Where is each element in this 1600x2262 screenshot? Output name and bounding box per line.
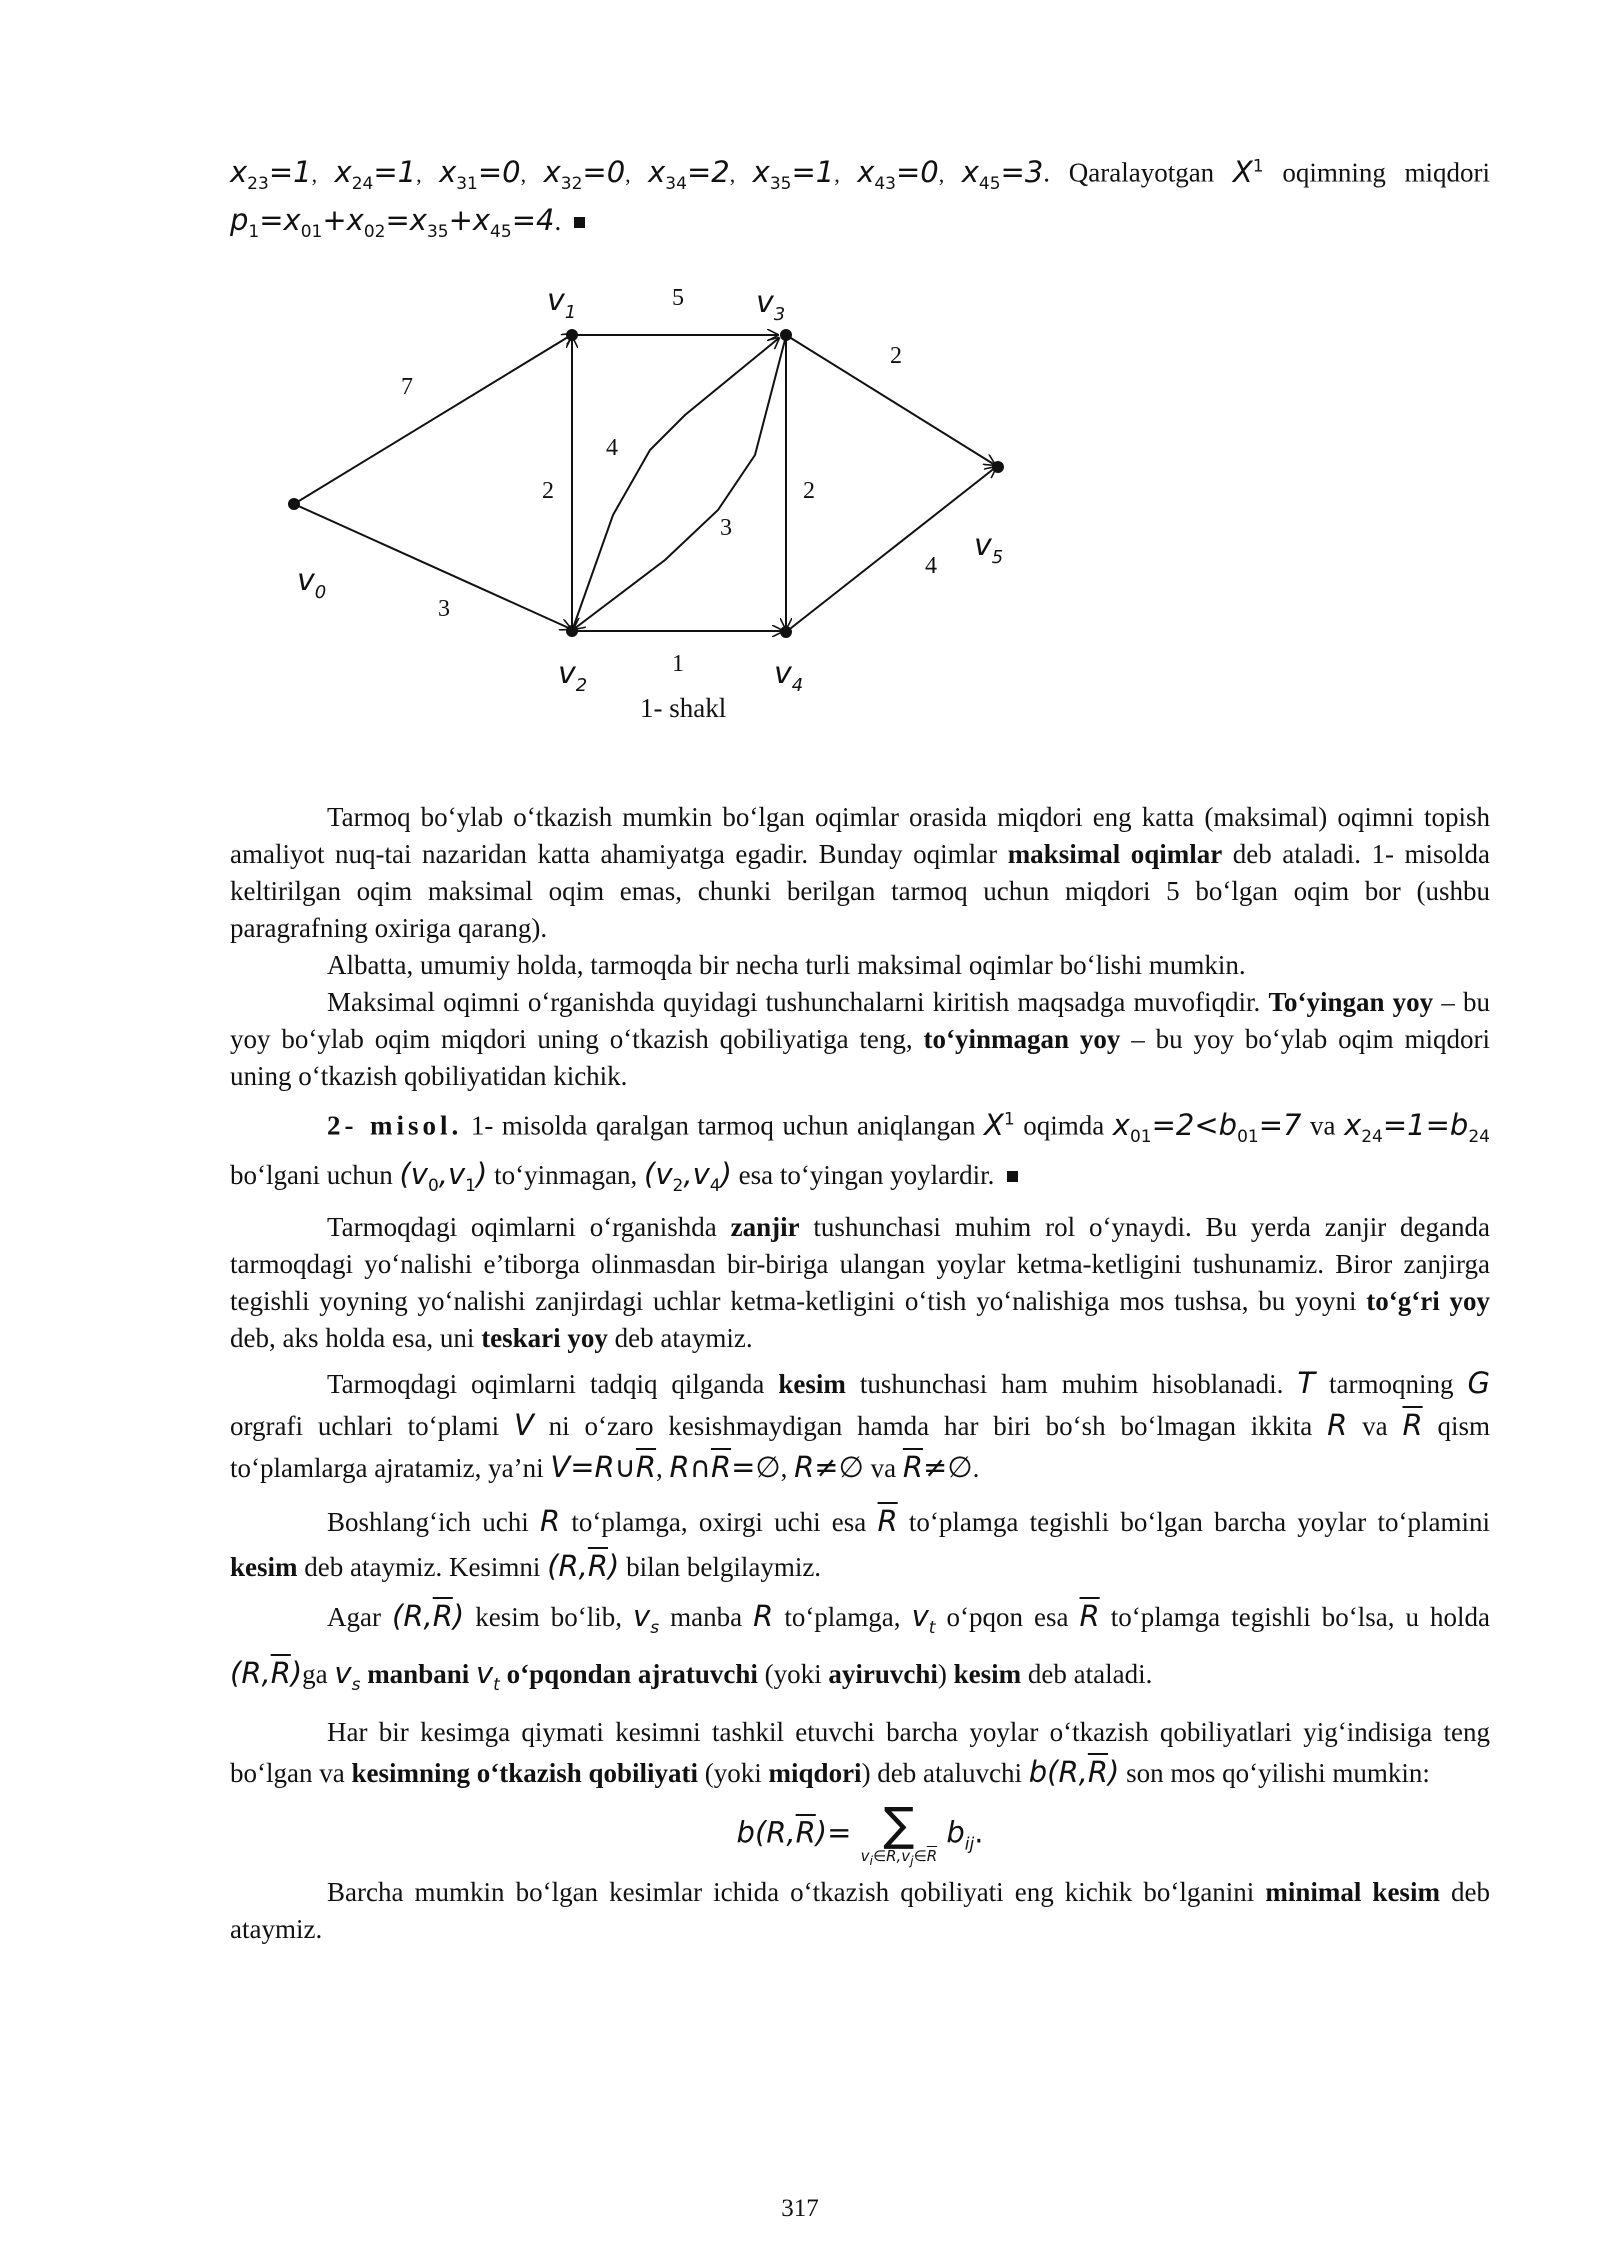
- term-teskari-yoy: teskari yoy: [481, 1322, 608, 1353]
- capacity-v1-v3: 5: [672, 285, 684, 311]
- figure-caption: 1- shakl: [640, 693, 727, 723]
- term-ayiruvchi: ayiruvchi: [828, 1659, 938, 1690]
- label-v0: $v_0$: [297, 563, 327, 603]
- capacity-v2-v3: 4: [606, 435, 618, 461]
- flow-amount: $p_1=x_{01}+x_{02}=x_{35}+x_{45}=4$: [230, 203, 555, 243]
- flow-values: $x_{23}=1$, $x_{24}=1$, $x_{31}=0$, $x_{32}=0$, $x_{34}=2$, $x_{35}=1$, $x_{43}=0$, $x_{45}=3$: [230, 154, 1044, 194]
- capacity-v3-v2: 3: [720, 515, 732, 541]
- text-oqimning-miqdori: oqimning miqdori: [1282, 157, 1491, 188]
- label-v1: $v_1$: [547, 283, 577, 323]
- node-v5: [992, 461, 1004, 473]
- term-kesim-3: kesim: [953, 1659, 1022, 1690]
- term-opqondan-ajratuvchi: o‘pqondan ajratuvchi: [506, 1659, 758, 1690]
- end-of-example-icon: [1007, 1171, 1018, 1182]
- label-v4: $v_4$: [774, 656, 804, 696]
- term-zanjir: zanjir: [730, 1211, 800, 1242]
- node-v4: [780, 626, 792, 638]
- paragraph-kesim-definition: Tarmoqdagi oqimlarni tadqiq qilganda kesim tushunchasi ham muhim hisoblanadi. T tarmoqning G orgrafi uchlari to‘plami V ni o‘zaro kesishmaydigan hamda har biri bo‘sh bo‘lmagan ikkita R va $\overline{R}$ qism to‘plamlarga ajratamiz, ya’ni $V=R\cup\overline{R}$, $R\cap\overline{R}=\emptyset$, R≠∅ va $\overline{R}\ne\emptyset$.: [230, 1365, 1491, 1484]
- term-toyinmagan-yoy: to‘yinmagan yoy: [923, 1024, 1121, 1055]
- cut-capacity-formula: $b(R,\overline{R})=$ ∑ $v_i\in R,v_j\in\overline{R}$ $b_{ij}$.: [736, 1797, 984, 1869]
- paragraph-misol-2: 2- misol. 1- misolda qaralgan tarmoq uchun aniqlangan $X^1$ oqimda $x_{01}=2<b_{01}=7$ va $x_{24}=1=b_{24}$ bo‘lgani uchun $(v_0,v_1)$ to‘yinmagan, $(v_2,v_4)$ esa to‘yingan yoylardir.: [230, 1107, 1490, 1196]
- paragraph-albatta: Albatta, umumiy holda, tarmoqda bir necha turli maksimal oqimlar bo‘lishi mumkin.: [327, 950, 1246, 981]
- term-miqdori: miqdori: [768, 1758, 862, 1789]
- paragraph-minimal-kesim: Barcha mumkin bo‘lgan kesimlar ichida o‘tkazish qobiliyati eng kichik bo‘lganini minimal kesim deb ataymiz.: [230, 1877, 1490, 1945]
- paragraph-kesim-set: Boshlang‘ich uchi R to‘plamga, oxirgi uchi esa $\overline{R}$ to‘plamga tegishli bo‘lgan barcha yoylar to‘plamini kesim deb ataymiz. Kesimni $(R,\overline{R})$ bilan belgilaymiz.: [230, 1503, 1490, 1583]
- label-v5: $v_5$: [974, 528, 1004, 568]
- label-v3: $v_3$: [756, 285, 786, 325]
- node-v1: [566, 329, 578, 341]
- capacity-v0-v2: 3: [438, 596, 450, 622]
- edge-v2-v3: [572, 338, 779, 631]
- term-manbani: manbani: [367, 1659, 470, 1690]
- capacity-v3-v4: 2: [803, 478, 815, 504]
- edge-v0-v1: [294, 334, 573, 504]
- paragraph-zanjir: Tarmoqdagi oqimlarni o‘rganishda zanjir tushunchasi muhim rol o‘ynaydi. Bu yerda zanjir deganda tarmoqdagi yo‘nalishi e’tiborga olinmasdan bir-biriga ulangan yoylar ketma-ketligini tushunamiz. Biror zanjirga tegishli yoyning yo‘nalishi zanjirdagi uchlar ketma-ketligini o‘tish yo‘nalishiga mos tushsa, bu yoyni to‘g‘ri yoy deb, aks holda esa, uni teskari yoy deb ataymiz.: [230, 1211, 1490, 1353]
- term-maksimal-oqimlar: maksimal oqimlar: [1007, 839, 1223, 870]
- capacity-v4-v5: 4: [925, 553, 937, 579]
- capacity-v0-v1: 7: [401, 374, 413, 400]
- text-qaralayotgan: . Qaralayotgan: [1043, 157, 1215, 188]
- label-v2: $v_2$: [558, 656, 588, 696]
- paragraph-ajratuvchi-kesim: Agar $(R,\overline{R})$ kesim bo‘lib, $v_s$ manba R to‘plamga, $v_t$ o‘pqon esa $\overline{R}$ to‘plamga tegishli bo‘lsa, u holda $(R,\overline{R})ga$ $v_s$ manbani $v_t$ o‘pqondan ajratuvchi (yoki ayiruvchi) kesim deb ataladi.: [230, 1598, 1491, 1696]
- capacity-v3-v5: 2: [890, 343, 902, 369]
- example-label: 2- misol.: [327, 1110, 463, 1141]
- edge-v0-v2: [294, 504, 571, 629]
- term-togri-yoy: to‘g‘ri yoy: [1366, 1285, 1490, 1316]
- flow-values-paragraph: $x_{23}=1$, $x_{24}=1$, $x_{31}=0$, $x_{32}=0$, $x_{34}=2$, $x_{35}=1$, $x_{43}=0$, $x_{45}=3$. Qaralayotgan $X^1$ oqimning miqdori $p_1=x_{01}+x_{02}=x_{35}+x_{45}=4$.: [230, 154, 1491, 243]
- edge-v3-v2: [574, 336, 786, 629]
- capacity-v2-v4: 1: [672, 651, 684, 677]
- node-v0: [288, 498, 300, 510]
- page-number: 317: [781, 2195, 819, 2222]
- node-v2: [566, 625, 578, 637]
- flow-symbol: $X^1$: [1232, 154, 1264, 189]
- term-kesim-2: kesim: [230, 1551, 298, 1582]
- node-v3: [780, 329, 792, 341]
- paragraph-toyingan: Maksimal oqimni o‘rganishda quyidagi tushunchalarni kiritish maqsadga muvofiqdir. To‘yingan yoy – bu yoy bo‘ylab oqim miqdori uning o‘tkazish qobiliyatiga teng, to‘yinmagan yoy – bu yoy bo‘ylab oqim miqdori uning o‘tkazish qobiliyatidan kichik.: [230, 987, 1491, 1092]
- term-toyingan-yoy: To‘yingan yoy: [1268, 987, 1434, 1018]
- end-of-proof-icon: [574, 217, 585, 228]
- paragraph-kesim-capacity: Har bir kesimga qiymati kesimni tashkil etuvchi barcha yoylar o‘tkazish qobiliyatlari yig‘indisiga teng bo‘lgan va kesimning o‘tkazish qobiliyati (yoki miqdori) deb ataluvchi $b(R,\overline{R})$ son mos qo‘yilishi mumkin:: [230, 1717, 1490, 1790]
- term-minimal-kesim: minimal kesim: [1265, 1877, 1440, 1908]
- term-kesimning-otkazish-qobiliyati: kesimning o‘tkazish qobiliyati: [351, 1758, 699, 1789]
- paragraph-maksimal-oqim: Tarmoq bo‘ylab o‘tkazish mumkin bo‘lgan oqimlar orasida miqdori eng katta (maksimal) oqimni topish amaliyot nuq-tai nazaridan katta ahamiyatga egadir. Bunday oqimlar maksimal oqimlar deb ataladi. 1- misolda keltirilgan oqim maksimal oqim emas, chunki berilgan tarmoq uchun miqdori 5 bo‘lgan oqim bor (ushbu paragrafning oxiriga qarang).: [230, 802, 1490, 944]
- term-kesim: kesim: [778, 1368, 846, 1399]
- sum-symbol: ∑ $v_i\in R,v_j\in\overline{R}$: [860, 1797, 938, 1869]
- edge-v4-v5: [786, 467, 996, 632]
- capacity-v2-v1: 2: [542, 478, 554, 504]
- network-figure: [260, 275, 1040, 705]
